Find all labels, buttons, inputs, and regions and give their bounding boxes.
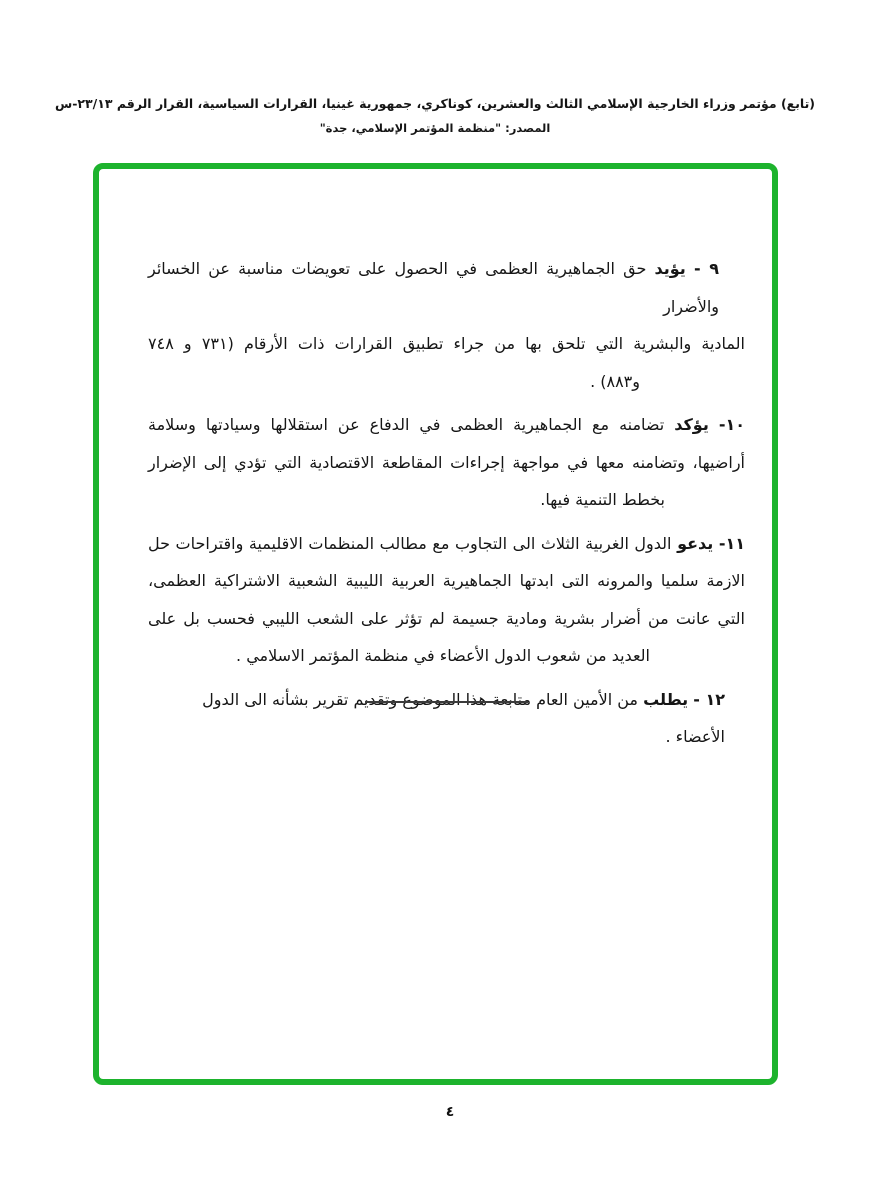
resolution-item-11 <box>148 525 745 675</box>
closing-divider-line <box>365 701 528 703</box>
item-11-line-3: التي عانت من أضرار بشرية ومادية جسيمة لم تؤثر على الشعب الليبي فحسب بل على <box>148 608 745 628</box>
item-10-keyword: يؤكد <box>674 415 709 434</box>
item-10-text: تضامنه مع الجماهيرية العظمى في الدفاع عن استقلالها وسيادتها وسلامة <box>148 415 665 434</box>
item-12-line-1 <box>148 681 745 756</box>
item-9-line-2: المادية والبشرية التي تلحق بها من جراء تطبيق القرارات ذات الأرقام (٧٣١ و ٧٤٨ <box>148 334 745 353</box>
item-10-line-2: أراضيها، وتضامنه معها في مواجهة إجراءات المقاطعة الاقتصادية التي تؤدي إلى الإضرار <box>148 452 745 472</box>
item-9-number: ٩ - <box>693 259 720 278</box>
resolution-body <box>148 250 745 762</box>
item-10-line-3: بخطط التنمية فيها. <box>540 490 665 509</box>
header-title-line: (تابع) مؤتمر وزراء الخارجية الإسلامي الثالث والعشرين، كوناكري، جمهورية غينيا، القرارات السياسية، القرار الرقم ٢٣/١٣-س <box>54 96 816 111</box>
item-10-line-1 <box>148 406 745 444</box>
resolution-item-10 <box>148 406 745 519</box>
item-12-keyword: يطلب <box>643 689 689 709</box>
item-9-keyword: يؤيد <box>654 259 686 278</box>
item-11-keyword: يدعو <box>677 533 714 553</box>
item-9-line-3: و٨٨٣) . <box>590 371 640 391</box>
resolution-item-9 <box>148 250 745 400</box>
item-9-line-1 <box>148 250 745 325</box>
page-number: ٤ <box>445 1104 455 1120</box>
document-header <box>0 96 870 135</box>
item-11-line-1 <box>148 525 745 563</box>
item-11-line-4: العديد من شعوب الدول الأعضاء في منظمة المؤتمر الاسلامي . <box>236 646 650 665</box>
item-11-text: الدول الغربية الثلاث الى التجاوب مع مطالب المنظمات الاقليمية واقتراحات حل <box>148 533 672 553</box>
item-12-number: ١٢ - <box>693 689 725 709</box>
resolution-item-12 <box>148 681 745 756</box>
item-11-line-2: الازمة سلميا والمرونه التى ابدتها الجماهيرية العربية الليبية الشعبية الاشتراكية العظمى، <box>148 571 745 590</box>
item-11-number: ١١- <box>718 533 745 553</box>
item-12-text: من الأمين العام متابعة هذا الموضوع وتقديم تقرير بشأنه الى الدول الأعضاء . <box>202 689 725 746</box>
header-source-line: المصدر: "منظمة المؤتمر الإسلامي، جدة" <box>319 121 551 135</box>
item-9-text: حق الجماهيرية العظمى في الحصول على تعويضات مناسبة عن الخسائر والأضرار <box>148 259 719 316</box>
item-10-number: ١٠- <box>718 415 746 434</box>
